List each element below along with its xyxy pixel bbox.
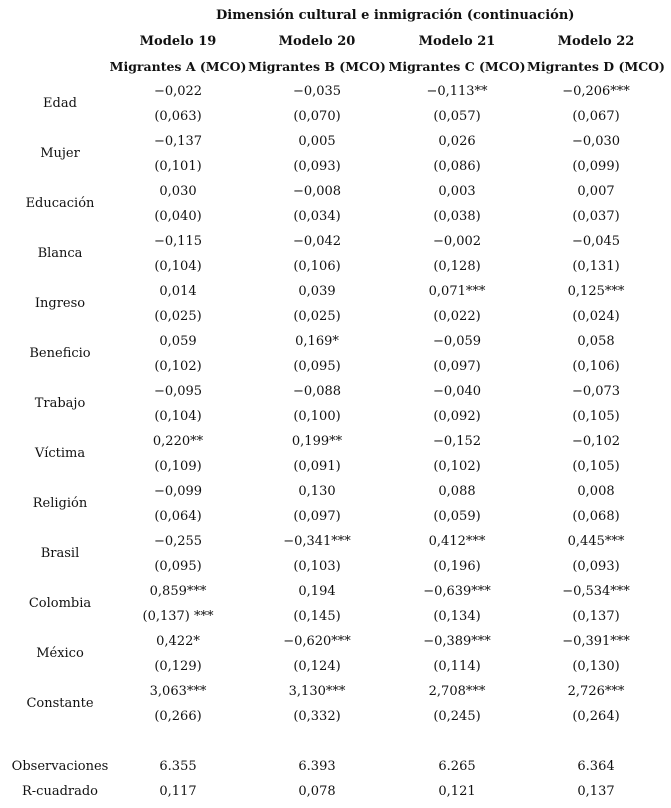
coefficient-cell: 0,003 [438, 184, 476, 199]
model-header-name: Modelo 19 [139, 34, 217, 49]
coefficient-cell: 0,412*** [428, 534, 486, 549]
coefficient-cell: −0,206*** [562, 84, 630, 99]
std-error-cell: (0,038) [433, 209, 481, 224]
row-label: México [36, 646, 84, 661]
std-error-cell: (0,101) [154, 159, 202, 174]
row-label: Constante [26, 696, 94, 711]
coefficient-cell: 0,169* [295, 334, 339, 349]
std-error-cell: (0,068) [572, 509, 620, 524]
coefficient-cell: −0,040 [432, 384, 482, 399]
std-error-cell: (0,099) [572, 159, 620, 174]
std-error-cell: (0,040) [154, 209, 202, 224]
coefficient-cell: 0,059 [159, 334, 197, 349]
row-label: Víctima [34, 446, 86, 461]
std-error-cell: (0,104) [154, 409, 202, 424]
std-error-cell: (0,024) [572, 309, 620, 324]
coefficient-cell: 0,194 [298, 584, 336, 599]
stat-value-cell: 0,078 [298, 784, 336, 799]
model-header-name: Modelo 20 [278, 34, 356, 49]
coefficient-cell: 2,726*** [567, 684, 625, 699]
coefficient-cell: −0,639*** [423, 584, 491, 599]
std-error-cell: (0,128) [433, 259, 481, 274]
std-error-cell: (0,245) [433, 709, 481, 724]
std-error-cell: (0,266) [154, 709, 202, 724]
stat-value-cell: 0,117 [159, 784, 197, 799]
coefficient-cell: −0,137 [153, 134, 203, 149]
row-label: Brasil [40, 546, 80, 561]
model-header-subtitle: Migrantes A (MCO) [109, 59, 247, 74]
coefficient-cell: −0,391*** [562, 634, 630, 649]
coefficient-cell: −0,620*** [283, 634, 351, 649]
std-error-cell: (0,104) [154, 259, 202, 274]
row-label: Ingreso [34, 296, 86, 311]
std-error-cell: (0,057) [433, 109, 481, 124]
std-error-cell: (0,264) [572, 709, 620, 724]
coefficient-cell: −0,534*** [562, 584, 630, 599]
stat-label: Observaciones [11, 759, 109, 774]
coefficient-cell: 0,030 [159, 184, 197, 199]
coefficient-cell: 3,063*** [149, 684, 207, 699]
row-label: Mujer [40, 146, 80, 161]
coefficient-cell: −0,255 [153, 534, 203, 549]
std-error-cell: (0,332) [293, 709, 341, 724]
coefficient-cell: 0,088 [438, 484, 476, 499]
std-error-cell: (0,109) [154, 459, 202, 474]
std-error-cell: (0,145) [293, 609, 341, 624]
coefficient-cell: 0,130 [298, 484, 336, 499]
coefficient-cell: 0,007 [577, 184, 615, 199]
std-error-cell: (0,106) [572, 359, 620, 374]
std-error-cell: (0,105) [572, 409, 620, 424]
std-error-cell: (0,070) [293, 109, 341, 124]
coefficient-cell: −0,030 [571, 134, 621, 149]
row-label: Religión [32, 496, 88, 511]
coefficient-cell: −0,059 [432, 334, 482, 349]
stat-value-cell: 0,121 [438, 784, 476, 799]
coefficient-cell: −0,341*** [283, 534, 351, 549]
std-error-cell: (0,196) [433, 559, 481, 574]
model-header-subtitle: Migrantes B (MCO) [248, 59, 386, 74]
std-error-cell: (0,022) [433, 309, 481, 324]
std-error-cell: (0,106) [293, 259, 341, 274]
std-error-cell: (0,063) [154, 109, 202, 124]
coefficient-cell: −0,102 [571, 434, 621, 449]
row-label: Beneficio [29, 346, 91, 361]
coefficient-cell: 0,008 [577, 484, 615, 499]
stat-label: R-cuadrado [21, 784, 99, 799]
std-error-cell: (0,086) [433, 159, 481, 174]
std-error-cell: (0,100) [293, 409, 341, 424]
coefficient-cell: −0,088 [292, 384, 342, 399]
coefficient-cell: −0,095 [153, 384, 203, 399]
model-header-subtitle: Migrantes D (MCO) [527, 59, 665, 74]
coefficient-cell: −0,022 [153, 84, 203, 99]
coefficient-cell: −0,002 [432, 234, 482, 249]
std-error-cell: (0,124) [293, 659, 341, 674]
coefficient-cell: 0,445*** [567, 534, 625, 549]
coefficient-cell: 0,220** [152, 434, 204, 449]
coefficient-cell: 0,014 [159, 284, 197, 299]
std-error-cell: (0,103) [293, 559, 341, 574]
std-error-cell: (0,102) [154, 359, 202, 374]
std-error-cell: (0,034) [293, 209, 341, 224]
std-error-cell: (0,114) [433, 659, 481, 674]
std-error-cell: (0,097) [293, 509, 341, 524]
std-error-cell: (0,097) [433, 359, 481, 374]
coefficient-cell: 3,130*** [288, 684, 346, 699]
row-label: Educación [25, 196, 95, 211]
std-error-cell: (0,025) [154, 309, 202, 324]
std-error-cell: (0,131) [572, 259, 620, 274]
coefficient-cell: 0,058 [577, 334, 615, 349]
std-error-cell: (0,067) [572, 109, 620, 124]
std-error-cell: (0,091) [293, 459, 341, 474]
std-error-cell: (0,105) [572, 459, 620, 474]
stat-value-cell: 0,137 [577, 784, 615, 799]
std-error-cell: (0,093) [572, 559, 620, 574]
coefficient-cell: −0,042 [292, 234, 342, 249]
std-error-cell: (0,025) [293, 309, 341, 324]
coefficient-cell: −0,045 [571, 234, 621, 249]
coefficient-cell: 2,708*** [428, 684, 486, 699]
coefficient-cell: −0,008 [292, 184, 342, 199]
coefficient-cell: −0,073 [571, 384, 621, 399]
coefficient-cell: 0,005 [298, 134, 336, 149]
std-error-cell: (0,093) [293, 159, 341, 174]
model-header-name: Modelo 21 [418, 34, 496, 49]
coefficient-cell: −0,389*** [423, 634, 491, 649]
stat-value-cell: 6.355 [159, 759, 197, 774]
model-header-name: Modelo 22 [557, 34, 635, 49]
stat-value-cell: 6.393 [298, 759, 336, 774]
table-title: Dimensión cultural e inmigración (continuación) [216, 8, 575, 23]
row-label: Edad [43, 96, 77, 111]
row-label: Trabajo [34, 396, 86, 411]
std-error-cell: (0,137) [572, 609, 620, 624]
coefficient-cell: −0,115 [153, 234, 203, 249]
coefficient-cell: −0,099 [153, 484, 203, 499]
std-error-cell: (0,134) [433, 609, 481, 624]
coefficient-cell: 0,859*** [149, 584, 207, 599]
coefficient-cell: 0,199** [291, 434, 343, 449]
coefficient-cell: −0,035 [292, 84, 342, 99]
coefficient-cell: 0,039 [298, 284, 336, 299]
std-error-cell: (0,095) [154, 559, 202, 574]
std-error-cell: (0,129) [154, 659, 202, 674]
coefficient-cell: 0,026 [438, 134, 476, 149]
stat-value-cell: 6.364 [577, 759, 615, 774]
std-error-cell: (0,092) [433, 409, 481, 424]
coefficient-cell: 0,125*** [567, 284, 625, 299]
row-label: Blanca [37, 246, 83, 261]
std-error-cell: (0,095) [293, 359, 341, 374]
coefficient-cell: −0,113** [426, 84, 488, 99]
std-error-cell: (0,037) [572, 209, 620, 224]
std-error-cell: (0,064) [154, 509, 202, 524]
std-error-cell: (0,059) [433, 509, 481, 524]
coefficient-cell: −0,152 [432, 434, 482, 449]
coefficient-cell: 0,422* [156, 634, 200, 649]
std-error-cell: (0,102) [433, 459, 481, 474]
model-header-subtitle: Migrantes C (MCO) [388, 59, 526, 74]
coefficient-cell: 0,071*** [428, 284, 486, 299]
stat-value-cell: 6.265 [438, 759, 476, 774]
row-label: Colombia [28, 596, 92, 611]
std-error-cell: (0,137) *** [142, 609, 214, 624]
std-error-cell: (0,130) [572, 659, 620, 674]
